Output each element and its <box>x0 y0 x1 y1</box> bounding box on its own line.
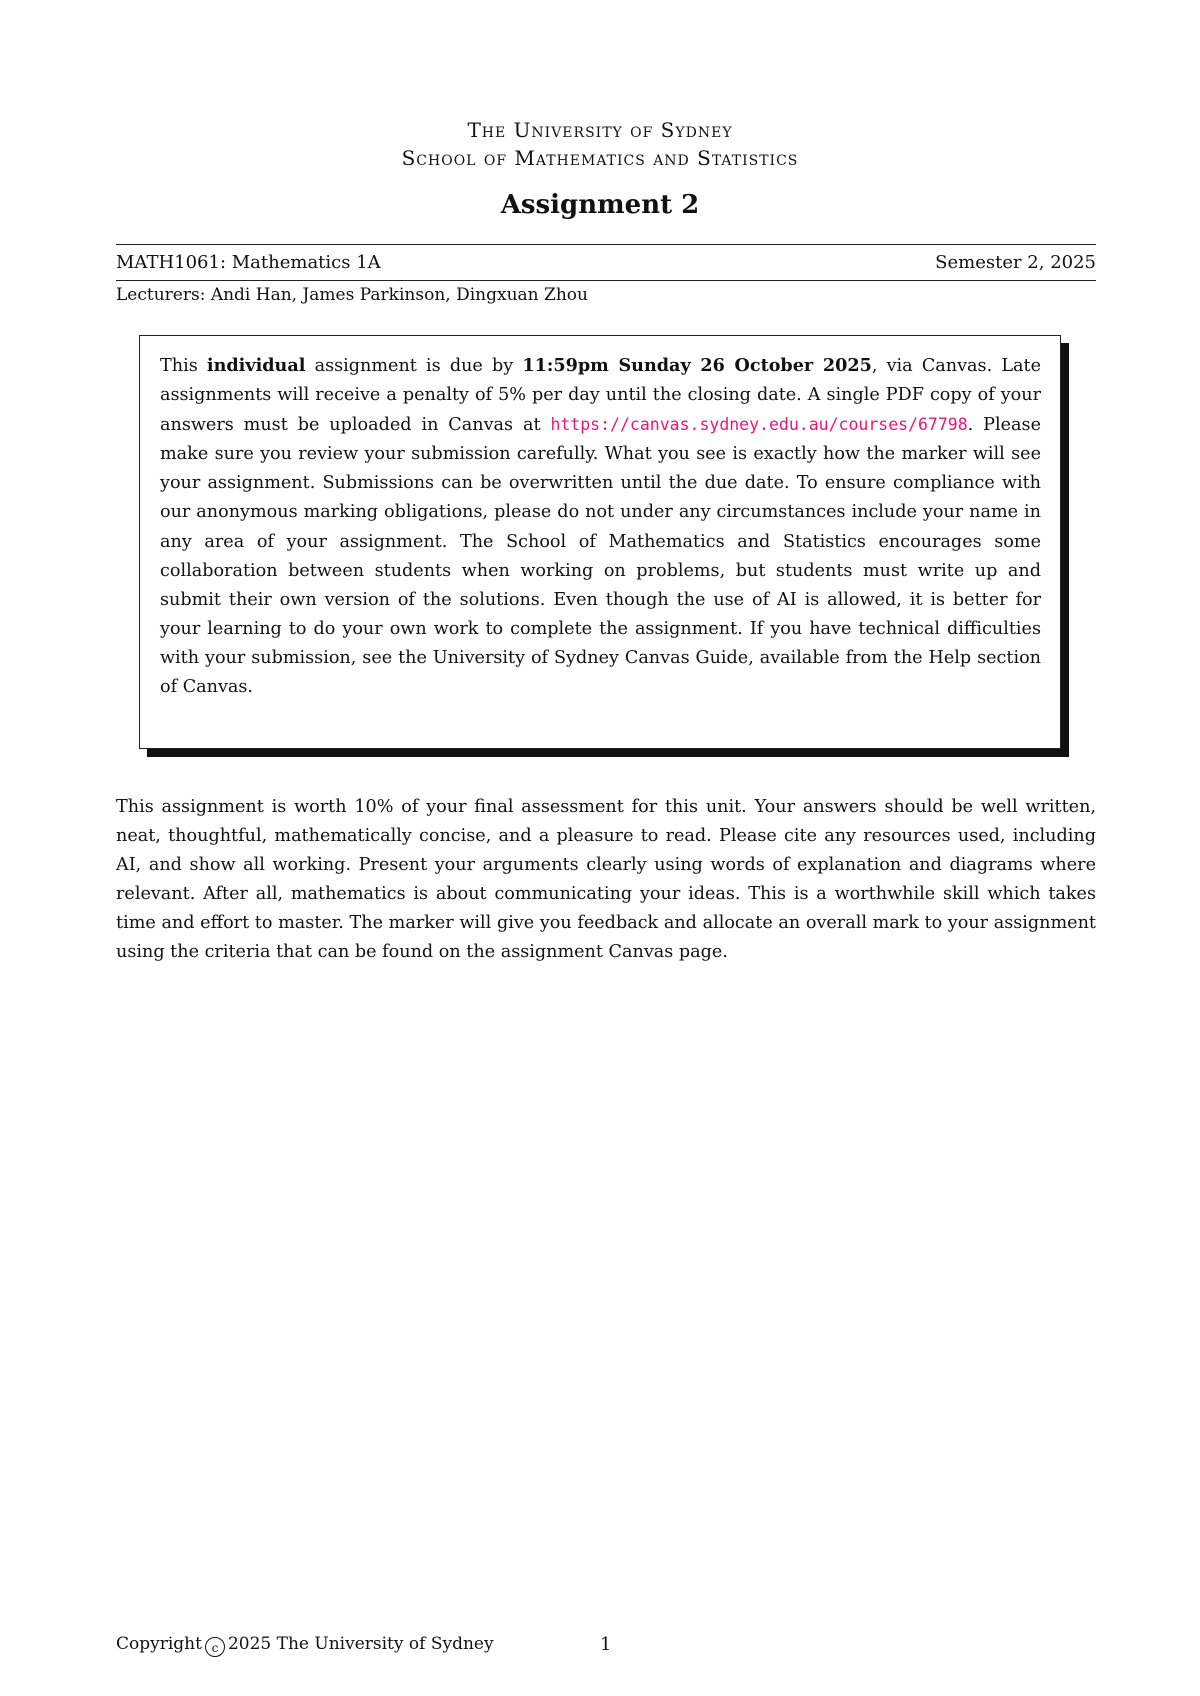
notice-text-4: . Please make sure you review your submission carefully. What you see is exactly how the marker will see your assignment. Submissions can be overwritten until the due date. To ensure compliance with our anonymous marking obligations, please do not under any circumstances include your name in any area of your assignment. The School of Mathematics and Statistics encourages some collaboration between students when working on problems, but students must write up and submit their own version of the solutions. Even though the use of AI is allowed, it is better for your learning to do your own work to complete the assignment. If you have technical difficulties with your submission, see the University of Sydney Canvas Guide, available from the Help section of Canvas. <box>160 415 1041 698</box>
notice-due-date: 11:59pm Sunday 26 October 2025 <box>522 355 872 376</box>
notice-text-3: , via Canvas. Late assignments will receive a penalty of 5% per day until the closing date. A single PDF copy of your answers must be uploaded in Canvas at <box>160 356 1041 436</box>
semester-label: Semester 2, 2025 <box>935 252 1096 273</box>
canvas-course-link[interactable]: https://canvas.sydney.edu.au/courses/67798 <box>550 415 968 435</box>
page-title: Assignment 2 <box>500 190 700 220</box>
notice-bold-individual: individual <box>206 355 306 376</box>
assessment-paragraph: This assignment is worth 10% of your final assessment for this unit. Your answers should be well written, neat, thoughtful, mathematically concise, and a pleasure to read. Please cite any resources used, including AI, and show all working. Present your arguments clearly using words of explanation and diagrams where relevant. After all, mathematics is about communicating your ideas. This is a worthwhile skill which takes time and effort to master. The marker will give you feedback and allocate an overall mark to your assignment using the criteria that can be found on the assignment Canvas page. <box>116 797 1096 963</box>
submission-notice-box <box>139 335 1061 749</box>
copyright-footer <box>116 1634 494 1657</box>
copyright-suffix: 2025 The University of Sydney <box>227 1634 494 1654</box>
copyright-prefix: Copyright <box>116 1634 202 1654</box>
copyright-icon: c <box>205 1637 225 1657</box>
school-name: School of Mathematics and Statistics <box>401 146 799 170</box>
notice-text-2: assignment is due by <box>305 356 523 376</box>
university-name: The University of Sydney <box>467 118 733 142</box>
notice-text-1: This <box>160 356 207 376</box>
course-bar <box>116 244 1096 281</box>
page-number: 1 <box>600 1634 612 1655</box>
lecturers-line: Lecturers: Andi Han, James Parkinson, Dingxuan Zhou <box>116 285 588 305</box>
course-code-title: MATH1061: Mathematics 1A <box>116 252 381 273</box>
